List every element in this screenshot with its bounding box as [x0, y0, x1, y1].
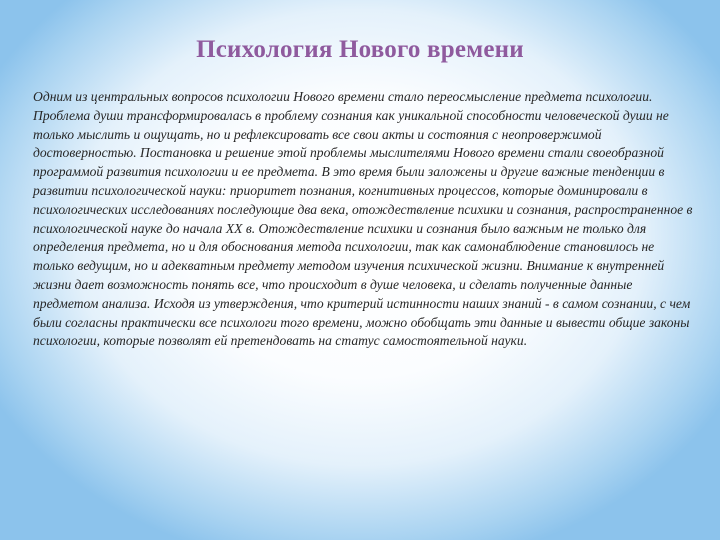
- slide-title: Психология Нового времени: [196, 36, 524, 63]
- slide-body-text: Одним из центральных вопросов психологии Нового времени стало переосмысление предмета психологии. Проблема души трансформировалась в проблему сознания как уникальной способности человеческой души не только мыслить и ощущать, но и рефлексировать все свои акты и состояния с неопровержимой достоверностью. Постановка и решение этой проблемы мыслителями Нового времени стали своеобразной программой развития психологии и ее предмета. В это время были заложены и другие важные тенденции в развитии психологической науки: приоритет познания, когнитивных процессов, которые доминировали в психологических исследованиях последующие два века, отождествление психики и сознания, распространенное в психологической науке до начала XX в. Отождествление психики и сознания было важным не только для определения предмета, но и для обоснования метода психологии, так как самонаблюдение становилось не только ведущим, но и адекватным предмету методом изучения психической жизни. Внимание к внутренней жизни дает возможность понять все, что происходит в душе человека, и сделать полученные данные предметом анализа. Исходя из утверждения, что критерий истинности наших знаний - в самом сознании, с чем были согласны практически все психологи того времени, можно обобщать эти данные и вывести общие законы психологии, которые позволят ей претендовать на статус самостоятельной науки.: [33, 89, 693, 349]
